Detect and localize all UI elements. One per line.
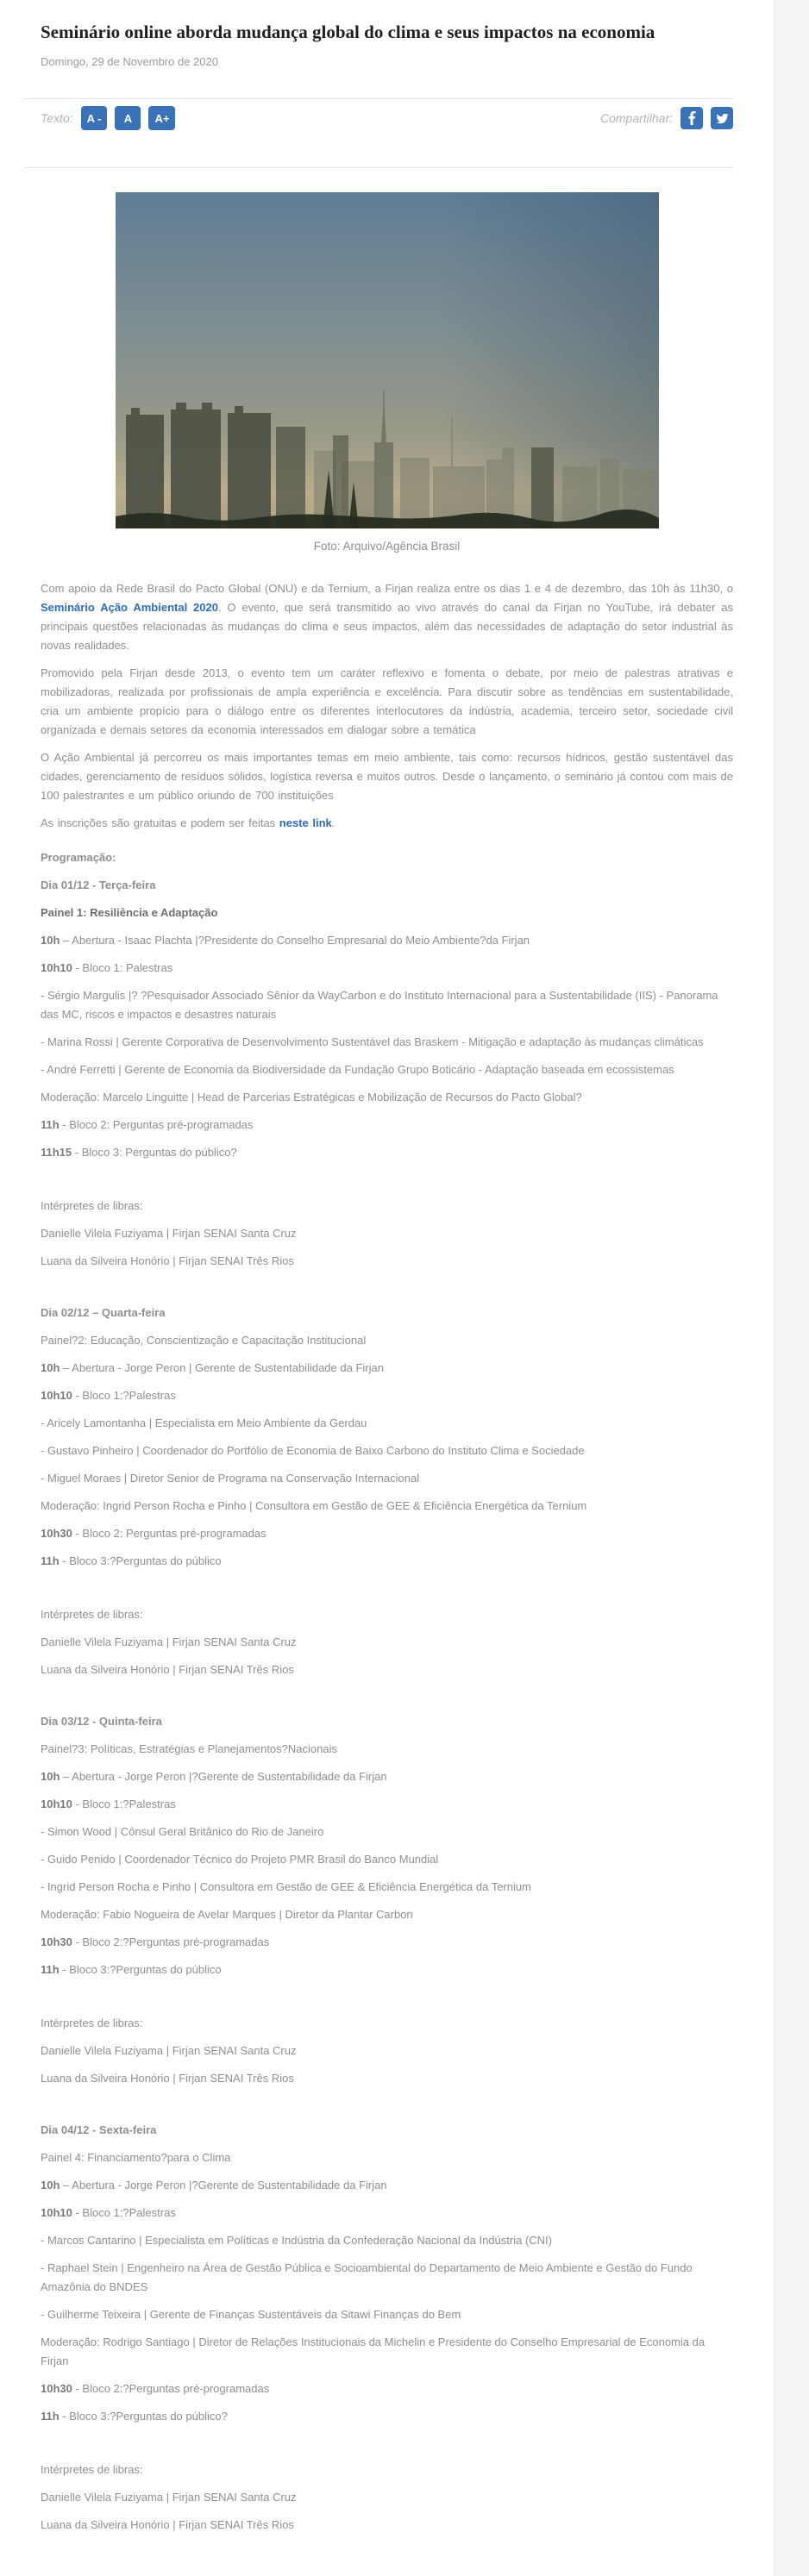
program-item: - Marina Rossi | Gerente Corporativa de Desenvolvimento Sustentável das Braskem - Mitigação e adaptação às mudanças climáticas — [41, 1035, 704, 1048]
divider — [24, 167, 733, 168]
seminar-link[interactable]: Seminário Ação Ambiental 2020 — [41, 601, 218, 614]
interpreter-line: Danielle Vilela Fuziyama | Firjan SENAI Santa Cruz — [41, 1227, 297, 1240]
interpreter-line: Luana da Silveira Honório | Firjan SENAI Três Rios — [41, 2518, 294, 2531]
interpreters-label: Intérpretes de libras: — [41, 1199, 143, 1212]
twitter-icon — [715, 111, 730, 126]
interpreter-lines — [41, 2488, 733, 2535]
program-label: Programação: — [41, 851, 116, 864]
article-photo-smoggy-skyline — [116, 192, 659, 528]
time-label: 10h — [41, 1361, 60, 1374]
program-item: 11h15 - Bloco 3: Perguntas do público? — [41, 1146, 237, 1159]
time-label: 10h30 — [41, 1527, 72, 1540]
program-item: 11h - Bloco 3:?Perguntas do público — [41, 1554, 222, 1567]
program-item: 10h – Abertura - Jorge Peron |?Gerente de Sustentabilidade da Firjan — [41, 2179, 387, 2191]
program-item: - Guilherme Teixeira | Gerente de Finanças Sustentáveis da Sitawi Finanças do Bem — [41, 2308, 461, 2321]
article-paragraph: O Ação Ambiental já percorreu os mais importantes temas em meio ambiente, tais como: recursos hídricos, gestão sustentável das cidades, gerenciamento de resíduos sólidos, logística reversa e muitos outros. Desde o lançamento, o seminário já contou com mais de 100 palestrantes e um público oriundo de 700 instituições — [41, 751, 733, 802]
program-item: 11h - Bloco 3:?Perguntas do público — [41, 1963, 222, 1976]
program-item: - Guido Penido | Coordenador Técnico do Projeto PMR Brasil do Banco Mundial — [41, 1853, 439, 1866]
program-days — [41, 876, 733, 2535]
program-day — [41, 2121, 733, 2535]
day-items — [41, 1767, 733, 1979]
publish-date: Domingo, 29 de Novembro de 2020 — [41, 55, 218, 68]
time-label: 10h — [41, 1770, 60, 1783]
interpreter-line: Luana da Silveira Honório | Firjan SENAI Três Rios — [41, 2072, 294, 2085]
panel-title: Painel?2: Educação, Conscientização e Capacitação Institucional — [41, 1334, 367, 1347]
program-day — [41, 1712, 733, 2088]
time-label: 10h30 — [41, 2382, 72, 2395]
day-items — [41, 2176, 733, 2426]
time-label: 11h — [41, 1554, 60, 1567]
program-item: 11h - Bloco 2: Perguntas pré-programadas — [41, 1118, 254, 1131]
interpreter-line: Luana da Silveira Honório | Firjan SENAI Três Rios — [41, 1254, 294, 1267]
interpreters-block — [41, 2014, 733, 2088]
time-label: 10h10 — [41, 1389, 72, 1402]
program-item: 10h10 - Bloco 1:?Palestras — [41, 2206, 176, 2219]
interpreters-label: Intérpretes de libras: — [41, 2463, 143, 2476]
interpreter-line: Danielle Vilela Fuziyama | Firjan SENAI Santa Cruz — [41, 1635, 297, 1648]
interpreter-lines — [41, 1633, 733, 1679]
time-label: 11h — [41, 1963, 60, 1976]
font-normal-button[interactable]: A — [115, 106, 141, 130]
program-item: - Gustavo Pinheiro | Coordenador do Portfólio de Economia de Baixo Carbono do Instituto Clima e Sociedade — [41, 1444, 585, 1457]
interpreters-label: Intérpretes de libras: — [41, 2016, 143, 2029]
time-label: 11h — [41, 1118, 60, 1131]
day-items — [41, 1359, 733, 1571]
day-heading: Dia 02/12 – Quarta-feira — [41, 1306, 166, 1319]
share-label: Compartilhar: — [599, 111, 673, 125]
interpreter-lines — [41, 2041, 733, 2088]
time-label: 10h30 — [41, 1935, 72, 1948]
article-paragraph: Promovido pela Firjan desde 2013, o evento tem um caráter reflexivo e fomenta o debate, por meio de palestras atrativas e mobilizadoras, realizada por profissionais de ampla experiência e excelência. Para discutir sobre as tendências em sustentabilidade, cria um ambiente propício para o diálogo entre os diferentes interlocutores da indústria, academia, terceiro setor, sociedade civil organizada e demais setores da economia interessados em dialogar sobre a temática — [41, 666, 733, 736]
program-item: Moderação: Rodrigo Santiago | Diretor de Relações Institucionais da Michelin e Presidente do Conselho Empresarial de Economia da Firjan — [41, 2335, 706, 2367]
twitter-share-button[interactable] — [711, 107, 733, 129]
program-item: 10h – Abertura - Jorge Peron | Gerente de Sustentabilidade da Firjan — [41, 1361, 384, 1374]
program-item: Moderação: Marcelo Linguitte | Head de Parcerias Estratégicas e Mobilização de Recursos do Pacto Global? — [41, 1091, 582, 1104]
program-item: - André Ferretti | Gerente de Economia da Biodiversidade da Fundação Grupo Boticário - Adaptação baseada em ecossistemas — [41, 1063, 674, 1076]
program-item: 10h10 - Bloco 1:?Palestras — [41, 1389, 176, 1402]
registration-link[interactable]: neste link — [279, 816, 332, 829]
time-label: 10h10 — [41, 1798, 72, 1810]
font-decrease-button[interactable]: A - — [81, 106, 108, 130]
interpreters-block — [41, 1197, 733, 1271]
page-title: Seminário online aborda mudança global do clima e seus impactos na economia — [41, 22, 655, 42]
panel-title: Painel 4: Financiamento?para o Clima — [41, 2151, 231, 2164]
time-label: 11h — [41, 2410, 60, 2423]
program-item: 10h30 - Bloco 2: Perguntas pré-programadas — [41, 1527, 267, 1540]
share-group — [600, 107, 733, 129]
day-heading: Dia 03/12 - Quinta-feira — [41, 1715, 162, 1728]
interpreter-line: Danielle Vilela Fuziyama | Firjan SENAI Santa Cruz — [41, 2491, 297, 2504]
program-item: - Raphael Stein | Engenheiro na Área de Gestão Pública e Socioambiental do Departamento de Meio Ambiente e Gestão do Fundo Amazônia do BNDES — [41, 2261, 693, 2293]
interpreters-block — [41, 2460, 733, 2535]
program-item: - Miguel Moraes | Diretor Senior de Programa na Conservação Internacional — [41, 1472, 420, 1485]
panel-title: Painel?3: Políticas, Estratégias e Planejamentos?Nacionais — [41, 1742, 337, 1755]
program-item: 10h10 - Bloco 1:?Palestras — [41, 1798, 176, 1810]
interpreters-label: Intérpretes de libras: — [41, 1608, 143, 1621]
program-item: - Simon Wood | Cônsul Geral Britânico do Rio de Janeiro — [41, 1825, 324, 1838]
time-label: 11h15 — [41, 1146, 72, 1159]
program-item: 10h10 - Bloco 1: Palestras — [41, 961, 173, 974]
font-increase-button[interactable]: A+ — [148, 106, 175, 130]
program-day — [41, 876, 733, 1271]
time-label: 10h10 — [41, 2206, 72, 2219]
article-paragraph — [41, 814, 733, 833]
day-items — [41, 931, 733, 1162]
facebook-share-button[interactable] — [680, 107, 703, 129]
interpreter-line: Danielle Vilela Fuziyama | Firjan SENAI Santa Cruz — [41, 2044, 297, 2057]
program-item: 10h30 - Bloco 2:?Perguntas pré-programadas — [41, 1935, 270, 1948]
program-item: 10h – Abertura - Isaac Plachta |?Presidente do Conselho Empresarial do Meio Ambiente?da Firjan — [41, 934, 530, 947]
time-label: 10h — [41, 2179, 60, 2191]
paragraph-text: . O evento, que será transmitido ao vivo através do canal da Firjan no YouTube, irá debater as principais questões relacionadas às mudanças do clima e seus impactos, além das necessidades de adaptação do setor industrial às novas realidades. — [41, 601, 733, 652]
text-size-label: Texto: — [41, 111, 73, 125]
article-paragraph — [41, 579, 733, 655]
interpreter-lines — [41, 1224, 733, 1271]
program-item: Moderação: Ingrid Person Rocha e Pinho | Consultora em Gestão de GEE & Eficiência Energética da Ternium — [41, 1499, 587, 1512]
time-label: 10h10 — [41, 961, 72, 974]
program-item: - Aricely Lamontanha | Especialista em Meio Ambiente da Gerdau — [41, 1416, 367, 1429]
interpreters-block — [41, 1605, 733, 1679]
photo-caption: Foto: Arquivo/Agência Brasil — [313, 540, 461, 553]
article-body — [41, 579, 733, 2535]
day-heading: Dia 04/12 - Sexta-feira — [41, 2123, 157, 2136]
program-item: 10h – Abertura - Jorge Peron |?Gerente de Sustentabilidade da Firjan — [41, 1770, 387, 1783]
day-heading: Dia 01/12 - Terça-feira — [41, 878, 156, 891]
program-item: - Ingrid Person Rocha e Pinho | Consultora em Gestão de GEE & Eficiência Energética da Ternium — [41, 1880, 531, 1893]
interpreter-line: Luana da Silveira Honório | Firjan SENAI Três Rios — [41, 1663, 294, 1676]
program-item: 10h30 - Bloco 2:?Perguntas pré-programadas — [41, 2382, 270, 2395]
paragraph-text: . — [331, 816, 336, 829]
program-day — [41, 1304, 733, 1679]
article-toolbar — [41, 99, 733, 137]
program-item: 11h - Bloco 3:?Perguntas do público? — [41, 2410, 228, 2423]
paragraph-text: As inscrições são gratuitas e podem ser feitas — [41, 816, 279, 829]
program-item: - Sérgio Margulis |? ?Pesquisador Associado Sênior da WayCarbon e do Instituto Internacional para a Sustentabilidade (IIS) - Panorama das MC, riscos e impactos e desastres naturais — [41, 989, 718, 1021]
time-label: 10h — [41, 934, 60, 947]
facebook-icon — [685, 111, 699, 125]
program-item: - Marcos Cantarino | Especialista em Políticas e Indústria da Confederação Nacional da Indústria (CNI) — [41, 2234, 552, 2247]
program-item: Moderação: Fabio Nogueira de Avelar Marques | Diretor da Plantar Carbon — [41, 1908, 413, 1921]
panel-title: Painel 1: Resiliência e Adaptação — [41, 906, 218, 919]
paragraph-text: Com apoio da Rede Brasil do Pacto Global (ONU) e da Ternium, a Firjan realiza entre os dias 1 e 4 de dezembro, das 10h às 11h30, o — [41, 582, 733, 595]
